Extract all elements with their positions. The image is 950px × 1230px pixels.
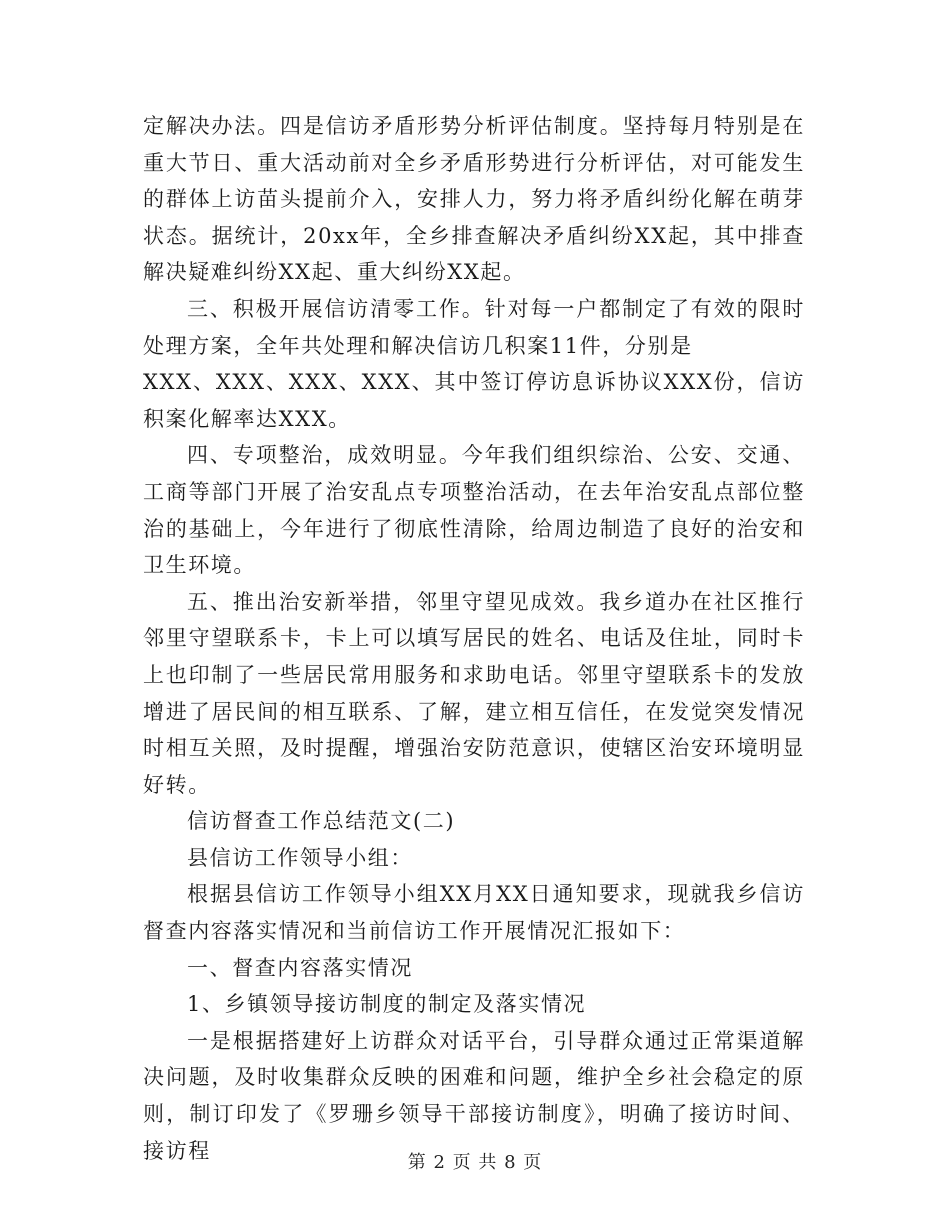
paragraph-2: XXX、XXX、XXX、XXX、其中签订停访息诉协议XXX份，信访积案化解率达XXX。 [143,370,805,431]
subheading-1: 1、乡镇领导接访制度的制定及落实情况 [187,992,587,1017]
page-footer [0,1148,950,1174]
section-title: 信访督查工作总结范文(二) [187,809,456,834]
page-number: 第 2 页 共 8 页 [407,1152,543,1173]
paragraph-1: 三、积极开展信访清零工作。针对每一户都制定了有效的限时处理方案，全年共处理和解决信访几积案11件，分别是 [143,296,805,358]
salutation: 县信访工作领导小组： [187,845,413,870]
paragraph-7: 根据县信访工作领导小组XX月XX日通知要求，现就我乡信访督查内容落实情况和当前信访工作开展情况汇报如下： [143,882,805,944]
paragraph-0: 定解决办法。四是信访矛盾形势分析评估制度。坚持每月特别是在重大节日、重大活动前对全乡矛盾形势进行分析评估，对可能发生的群体上访苗头提前介入，安排人力，努力将矛盾纠纷化解在萌芽状态。据统计，20xx年，全乡排查解决矛盾纠纷XX起，其中排查解决疑难纠纷XX起、重大纠纷XX起。 [143,114,805,285]
paragraph-3: 四、专项整治，成效明显。今年我们组织综治、公安、交通、工商等部门开展了治安乱点专项整治活动，在去年治安乱点部位整治的基础上，今年进行了彻底性清除，给周边制造了良好的治安和卫生环境。 [143,443,805,578]
paragraph-4: 五、推出治安新举措，邻里守望见成效。我乡道办在社区推行邻里守望联系卡，卡上可以填写居民的姓名、电话及住址，同时卡上也印制了一些居民常用服务和求助电话。邻里守望联系卡的发放增进了居民间的相互联系、了解，建立相互信任，在发觉突发情况时相互关照，及时提醒，增强治安防范意识，使辖区治安环境明显好转。 [143,589,805,797]
heading-1: 一、督查内容落实情况 [187,955,413,980]
paragraph-10: 一是根据搭建好上访群众对话平台，引导群众通过正常渠道解决问题，及时收集群众反映的困难和问题，维护全乡社会稳定的原则，制订印发了《罗珊乡领导干部接访制度》，明确了接访时间、接访程 [143,1028,805,1163]
document-body [143,108,805,1169]
